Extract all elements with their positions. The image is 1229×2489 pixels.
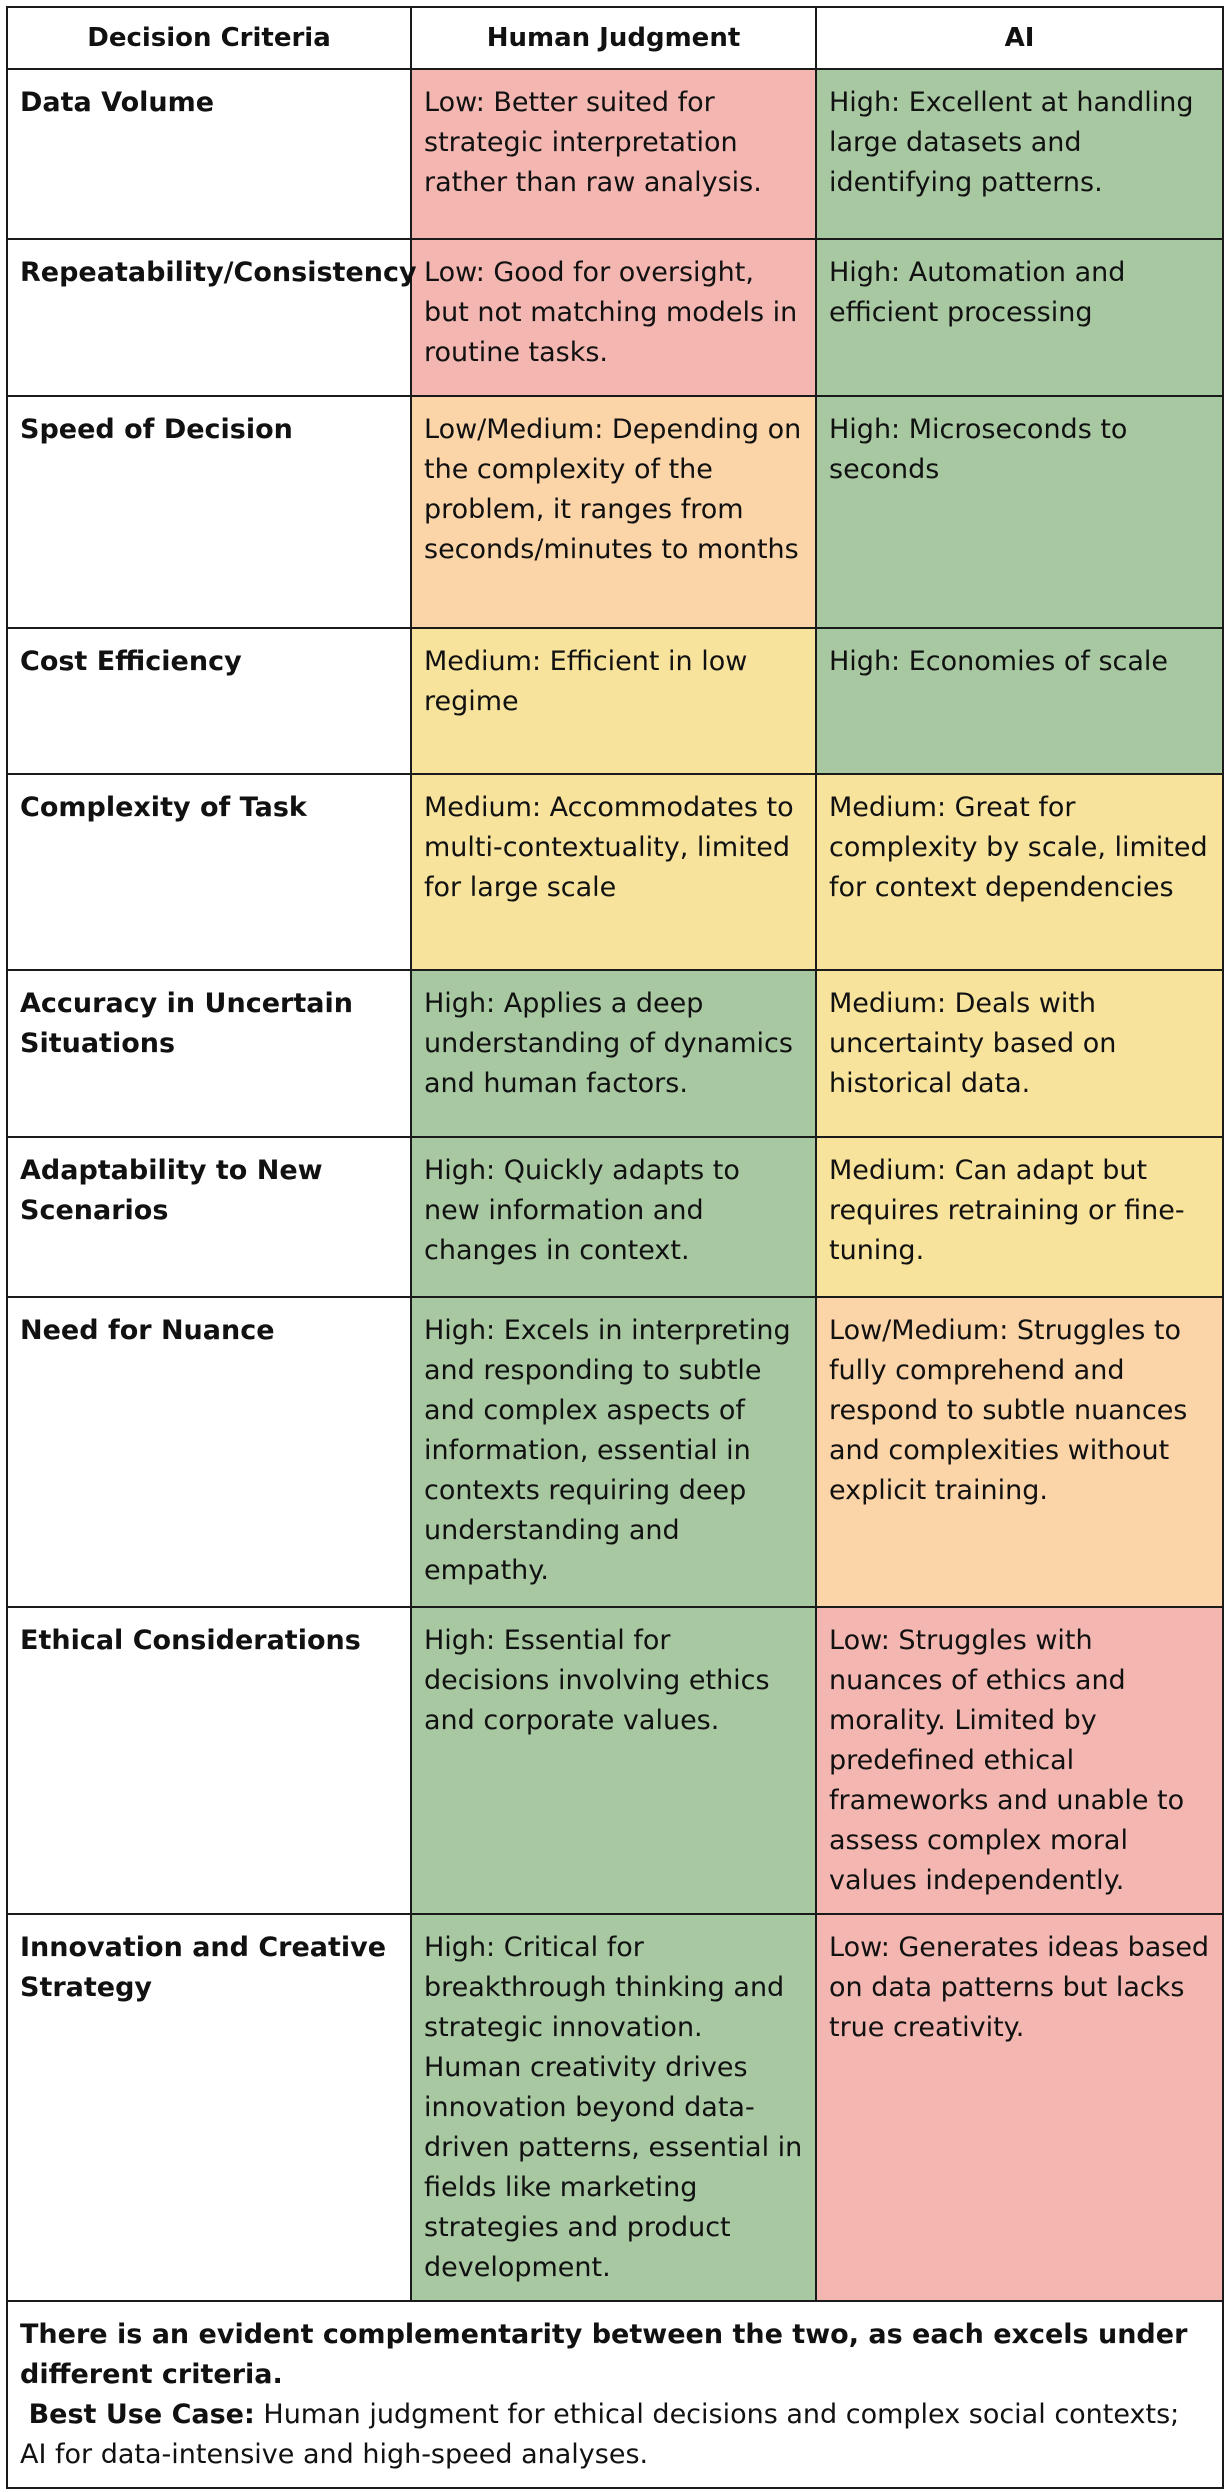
human-judgment-cell: High: Critical for breakthrough thinking and strategic innovation. Human creativity drives innovation beyond data-driven patterns, essential in fields like marketing strategies and product development. — [411, 1914, 816, 2301]
criterion-cell: Repeatability/Consistency — [7, 239, 411, 396]
table-row — [7, 1914, 1223, 2301]
criterion-cell: Ethical Considerations — [7, 1607, 411, 1914]
ai-cell: High: Microseconds to seconds — [816, 396, 1223, 628]
human-judgment-cell: Low: Good for oversight, but not matching models in routine tasks. — [411, 239, 816, 396]
criterion-cell: Data Volume — [7, 69, 411, 239]
ai-cell: Medium: Deals with uncertainty based on historical data. — [816, 970, 1223, 1137]
criterion-cell: Need for Nuance — [7, 1297, 411, 1607]
comparison-table — [6, 6, 1224, 2489]
ai-cell: High: Automation and efficient processing — [816, 239, 1223, 396]
header-human-judgment: Human Judgment — [411, 7, 816, 69]
table-row — [7, 239, 1223, 396]
ai-cell: Low: Struggles with nuances of ethics and morality. Limited by predefined ethical frameworks and unable to assess complex moral values independently. — [816, 1607, 1223, 1914]
table-row — [7, 1607, 1223, 1914]
comparison-table-container — [6, 6, 1222, 2489]
ai-cell: Low: Generates ideas based on data patterns but lacks true creativity. — [816, 1914, 1223, 2301]
summary-cell — [7, 2301, 1223, 2488]
table-row — [7, 69, 1223, 239]
table-row — [7, 396, 1223, 628]
table-row — [7, 774, 1223, 970]
criterion-cell: Innovation and Creative Strategy — [7, 1914, 411, 2301]
criterion-cell: Complexity of Task — [7, 774, 411, 970]
ai-cell: Low/Medium: Struggles to fully comprehend and respond to subtle nuances and complexities without explicit training. — [816, 1297, 1223, 1607]
ai-cell: High: Economies of scale — [816, 628, 1223, 774]
ai-cell: Medium: Great for complexity by scale, limited for context dependencies — [816, 774, 1223, 970]
human-judgment-cell: Low: Better suited for strategic interpretation rather than raw analysis. — [411, 69, 816, 239]
human-judgment-cell: High: Applies a deep understanding of dynamics and human factors. — [411, 970, 816, 1137]
criterion-cell: Speed of Decision — [7, 396, 411, 628]
human-judgment-cell: Medium: Accommodates to multi-contextuality, limited for large scale — [411, 774, 816, 970]
summary-statement: There is an evident complementarity between the two, as each excels under different criteria. — [20, 2319, 1188, 2390]
table-row — [7, 628, 1223, 774]
table-row — [7, 970, 1223, 1137]
summary-row — [7, 2301, 1223, 2488]
criterion-cell: Cost Efficiency — [7, 628, 411, 774]
human-judgment-cell: High: Excels in interpreting and responding to subtle and complex aspects of information, essential in contexts requiring deep understanding and empathy. — [411, 1297, 816, 1607]
human-judgment-cell: Medium: Efficient in low regime — [411, 628, 816, 774]
human-judgment-cell: High: Essential for decisions involving ethics and corporate values. — [411, 1607, 816, 1914]
table-row — [7, 1137, 1223, 1297]
best-use-case-text: Human judgment for ethical decisions and complex social contexts; AI for data-intensive and high-speed analyses. — [20, 2399, 1180, 2470]
ai-cell: Medium: Can adapt but requires retraining or fine-tuning. — [816, 1137, 1223, 1297]
human-judgment-cell: High: Quickly adapts to new information and changes in context. — [411, 1137, 816, 1297]
best-use-case — [20, 2395, 1210, 2475]
header-decision-criteria: Decision Criteria — [7, 7, 411, 69]
human-judgment-cell: Low/Medium: Depending on the complexity of the problem, it ranges from seconds/minutes to months — [411, 396, 816, 628]
header-row — [7, 7, 1223, 69]
header-ai: AI — [816, 7, 1223, 69]
criterion-cell: Adaptability to New Scenarios — [7, 1137, 411, 1297]
criterion-cell: Accuracy in Uncertain Situations — [7, 970, 411, 1137]
best-use-case-label: Best Use Case: — [28, 2399, 255, 2430]
table-row — [7, 1297, 1223, 1607]
ai-cell: High: Excellent at handling large datasets and identifying patterns. — [816, 69, 1223, 239]
